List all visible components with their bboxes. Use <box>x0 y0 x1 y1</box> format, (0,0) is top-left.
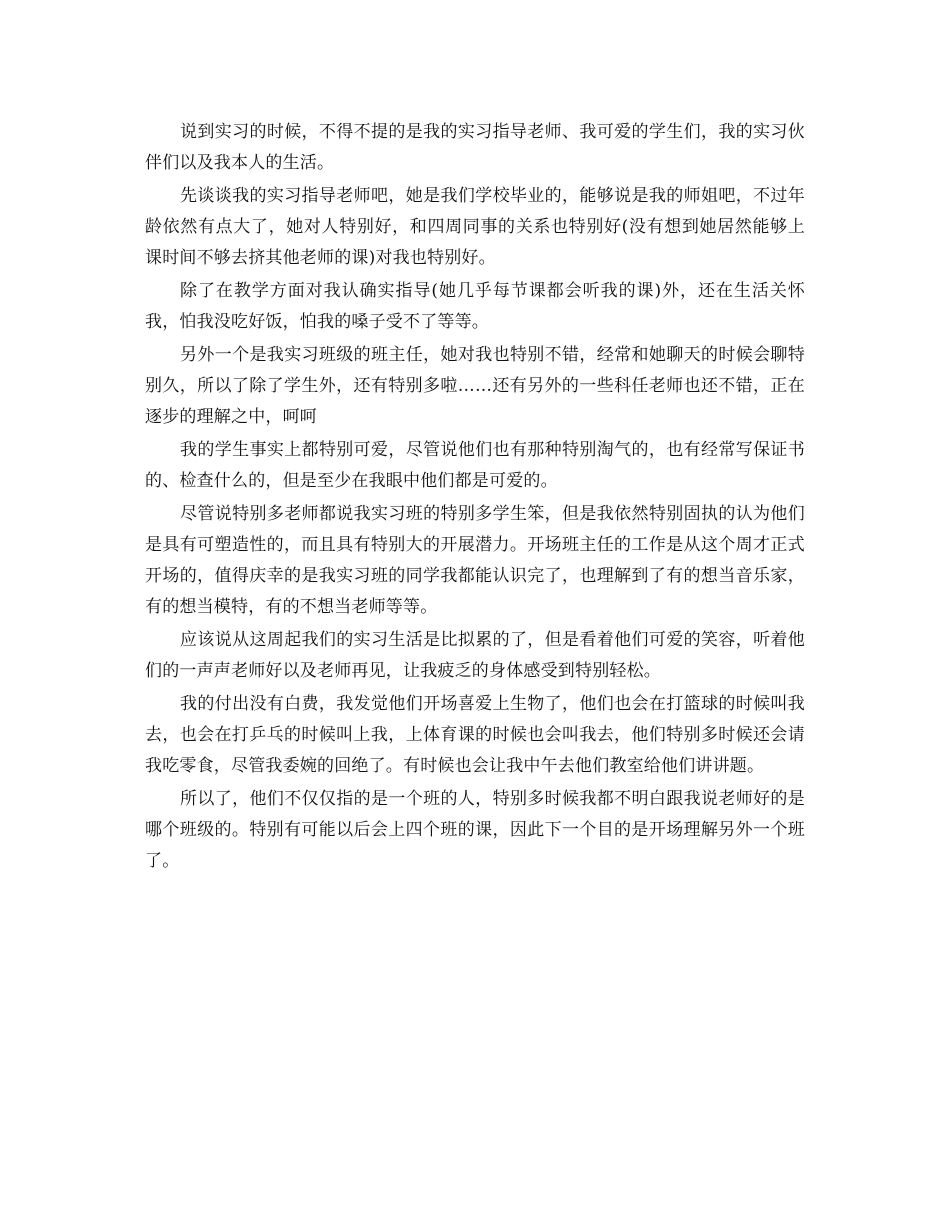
paragraph: 说到实习的时候，不得不提的是我的实习指导老师、我可爱的学生们，我的实习伙伴们以及我本人的生活。 <box>145 122 805 173</box>
paragraph: 尽管说特别多老师都说我实习班的特别多学生笨，但是我依然特别固执的认为他们是具有可塑造性的，而且具有特别大的开展潜力。开场班主任的工作是从这个周才正式开场的，值得庆幸的是我实习班的同学我都能认识完了，也理解到了有的想当音乐家，有的想当模特，有的不想当老师等等。 <box>145 504 805 617</box>
paragraph: 除了在教学方面对我认确实指导(她几乎每节课都会听我的课)外，还在生活关怀我，怕我没吃好饭，怕我的嗓子受不了等等。 <box>145 281 805 332</box>
paragraph: 另外一个是我实习班级的班主任，她对我也特别不错，经常和她聊天的时候会聊特别久，所以了除了学生外，还有特别多啦……还有另外的一些科任老师也还不错，正在逐步的理解之中，呵呵 <box>145 345 805 427</box>
paragraph: 我的学生事实上都特别可爱，尽管说他们也有那种特别淘气的，也有经常写保证书的、检查什么的，但是至少在我眼中他们都是可爱的。 <box>145 440 805 491</box>
paragraph: 应该说从这周起我们的实习生活是比拟累的了，但是看着他们可爱的笑容，听着他们的一声声老师好以及老师再见，让我疲乏的身体感受到特别轻松。 <box>145 630 805 681</box>
document-body <box>145 117 805 879</box>
paragraph: 所以了，他们不仅仅指的是一个班的人，特别多时候我都不明白跟我说老师好的是哪个班级的。特别有可能以后会上四个班的课，因此下一个目的是开场理解另外一个班了。 <box>145 789 805 871</box>
paragraph: 我的付出没有白费，我发觉他们开场喜爱上生物了，他们也会在打篮球的时候叫我去，也会在打乒乓的时候叫上我，上体育课的时候也会叫我去，他们特别多时候还会请我吃零食，尽管我委婉的回绝了。有时候也会让我中午去他们教室给他们讲讲题。 <box>145 694 805 776</box>
paragraph: 先谈谈我的实习指导老师吧，她是我们学校毕业的，能够说是我的师姐吧，不过年龄依然有点大了，她对人特别好，和四周同事的关系也特别好(没有想到她居然能够上课时间不够去挤其他老师的课)对我也特别好。 <box>145 186 805 268</box>
